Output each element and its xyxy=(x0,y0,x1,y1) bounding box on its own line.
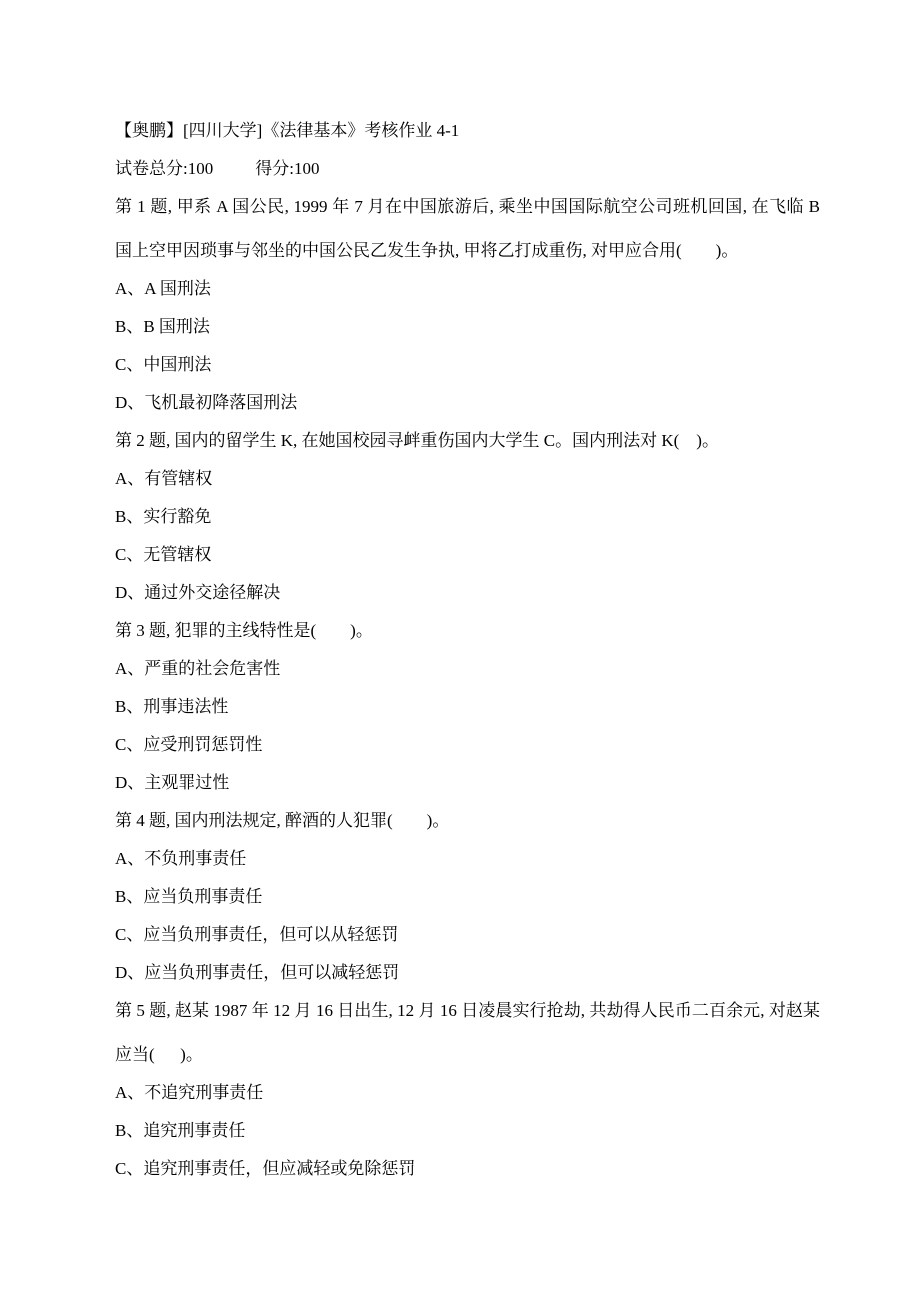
question-1-option-a: A、A 国刑法 xyxy=(115,279,211,298)
question-4 xyxy=(115,799,820,995)
question-1-option-d: D、飞机最初降落国刑法 xyxy=(115,393,298,412)
question-1-option-c: C、中国刑法 xyxy=(115,355,212,374)
question-2-option-c: C、无管辖权 xyxy=(115,545,212,564)
question-5-text: 第 5 题, 赵某 1987 年 12 月 16 日出生, 12 月 16 日凌晨实行抢劫, 共劫得人民币二百余元, 对赵某应当( )。 xyxy=(115,1001,820,1064)
question-2 xyxy=(115,419,820,615)
question-3-option-d: D、主观罪过性 xyxy=(115,773,230,792)
question-5-option-a: A、不追究刑事责任 xyxy=(115,1083,264,1102)
question-2-option-a: A、有管辖权 xyxy=(115,469,213,488)
document-title: 【奥鹏】[四川大学]《法律基本》考核作业 4-1 xyxy=(115,121,460,140)
question-3-option-b: B、刑事违法性 xyxy=(115,697,229,716)
question-4-text: 第 4 题, 国内刑法规定, 醉酒的人犯罪( )。 xyxy=(115,811,450,830)
question-2-option-d: D、通过外交途径解决 xyxy=(115,583,281,602)
question-4-option-a: A、不负刑事责任 xyxy=(115,849,247,868)
obtained-score: 得分:100 xyxy=(255,159,320,178)
question-2-text: 第 2 题, 国内的留学生 K, 在她国校园寻衅重伤国内大学生 C。国内刑法对 K( )。 xyxy=(115,431,719,450)
question-4-option-d: D、应当负刑事责任，但可以减轻惩罚 xyxy=(115,963,400,982)
question-1-option-b: B、B 国刑法 xyxy=(115,317,210,336)
question-2-option-b: B、实行豁免 xyxy=(115,507,212,526)
question-4-option-c: C、应当负刑事责任，但可以从轻惩罚 xyxy=(115,925,399,944)
question-3 xyxy=(115,609,820,805)
question-5 xyxy=(115,989,820,1191)
question-3-option-c: C、应受刑罚惩罚性 xyxy=(115,735,263,754)
question-5-option-c: C、追究刑事责任，但应减轻或免除惩罚 xyxy=(115,1159,416,1178)
question-5-option-b: B、追究刑事责任 xyxy=(115,1121,246,1140)
question-1 xyxy=(115,185,825,425)
question-3-text: 第 3 题, 犯罪的主线特性是( )。 xyxy=(115,621,373,640)
total-score: 试卷总分:100 xyxy=(115,159,214,178)
question-4-option-b: B、应当负刑事责任 xyxy=(115,887,263,906)
question-1-text: 第 1 题, 甲系 A 国公民, 1999 年 7 月在中国旅游后, 乘坐中国国际航空公司班机回国, 在飞临 B 国上空甲因琐事与邻坐的中国公民乙发生争执, 甲将乙打成重伤, 对甲应合用( )。 xyxy=(115,197,825,260)
question-3-option-a: A、严重的社会危害性 xyxy=(115,659,281,678)
